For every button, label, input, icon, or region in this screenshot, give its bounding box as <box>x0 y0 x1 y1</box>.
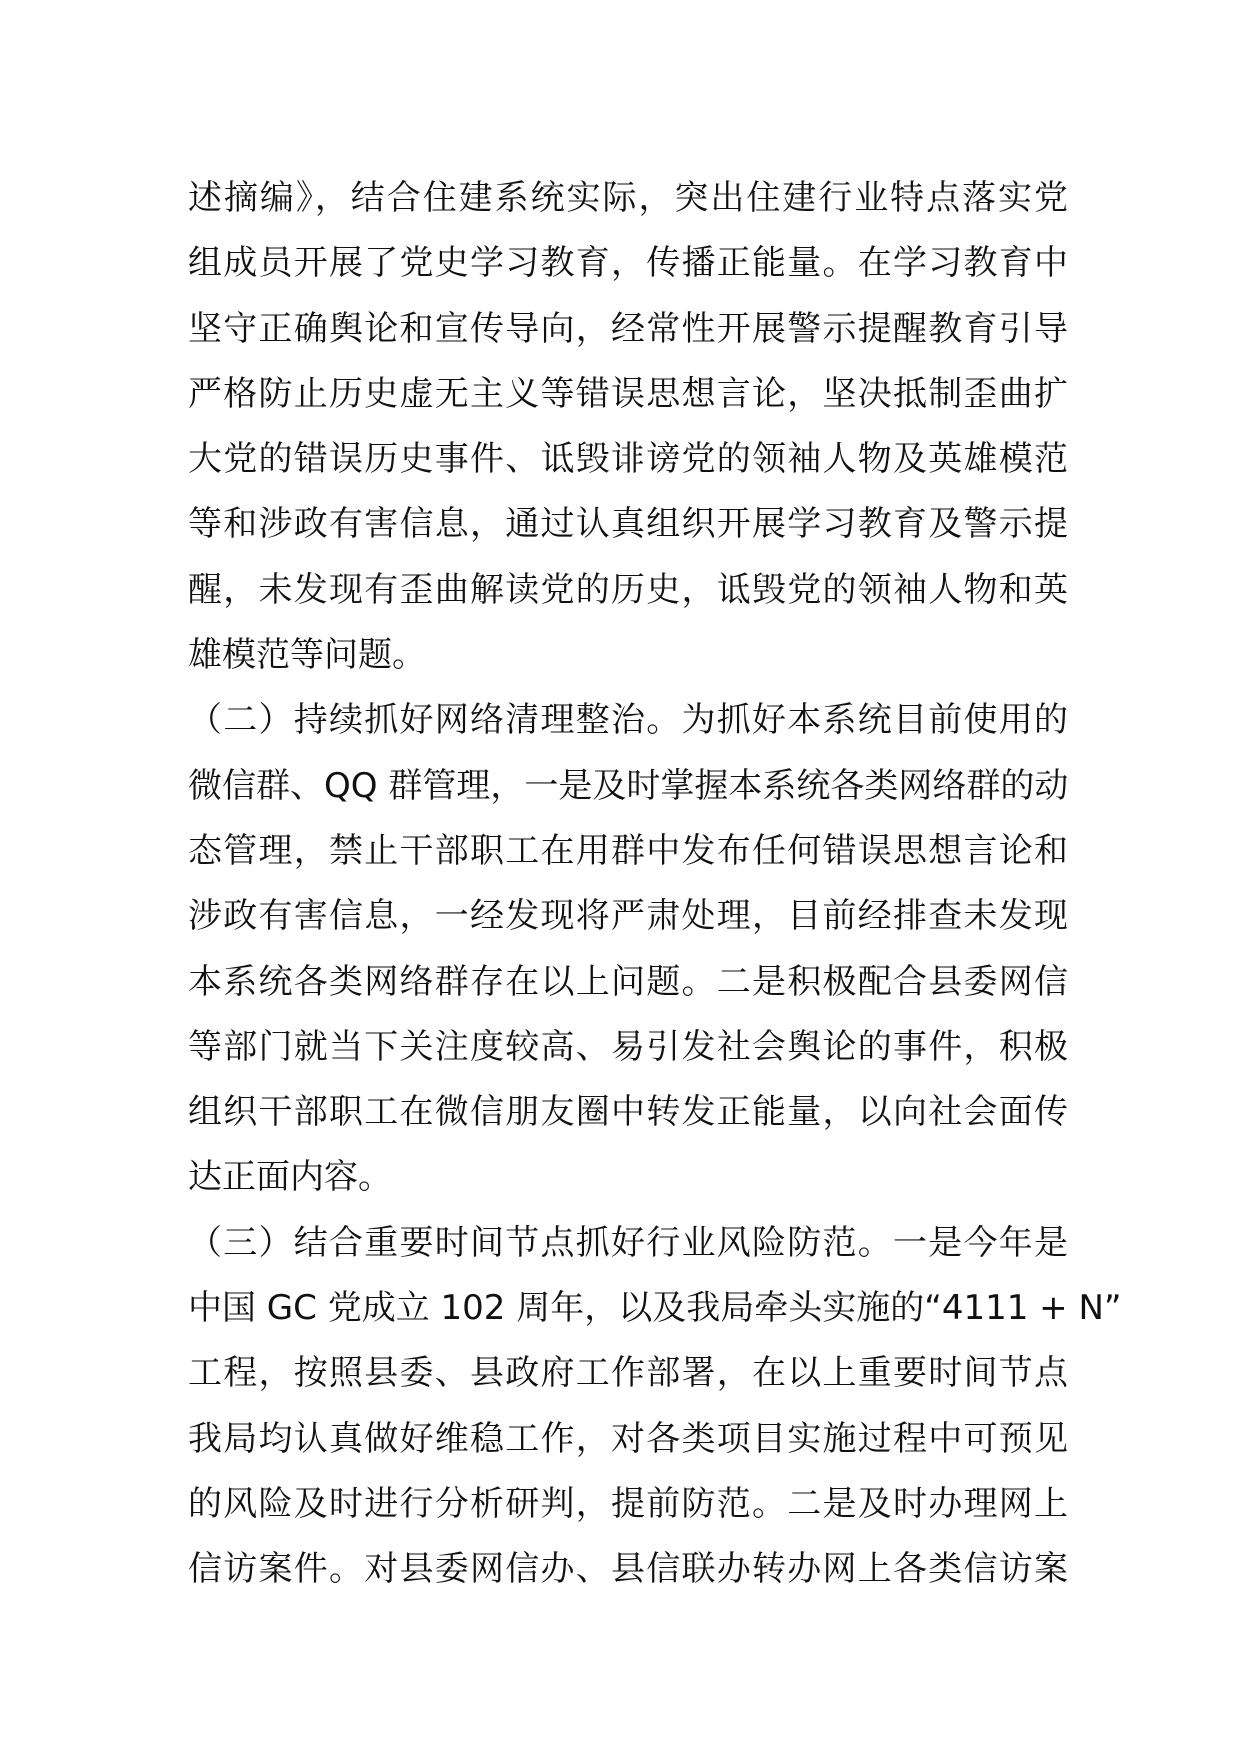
text-line: 组织干部职工在微信朋友圈中转发正能量，以向社会面传 <box>188 1092 1068 1133</box>
text-line: 等部门就当下关注度较高、易引发社会舆论的事件，积极 <box>188 1026 1068 1067</box>
text-line: 态管理，禁止干部职工在用群中发布任何错误思想言论和 <box>188 830 1068 871</box>
body-text <box>188 166 1122 1603</box>
text-line: （二）持续抓好网络清理整治。为抓好本系统目前使用的 <box>188 700 1068 741</box>
text-line: 醒，未发现有歪曲解读党的历史，诋毁党的领袖人物和英 <box>188 569 1068 610</box>
text-line: 本系统各类网络群存在以上问题。二是积极配合县委网信 <box>188 961 1068 1002</box>
text-line: 大党的错误历史事件、诋毁诽谤党的领袖人物及英雄模范 <box>188 439 1068 480</box>
text-line: 我局均认真做好维稳工作，对各类项目实施过程中可预见 <box>188 1418 1068 1459</box>
text-line: 述摘编》，结合住建系统实际，突出住建行业特点落实党 <box>188 178 1068 218</box>
text-line: 微信群、QQ 群管理，一是及时掌握本系统各类网络群的动 <box>188 765 1069 806</box>
text-line: 严格防止历史虚无主义等错误思想言论，坚决抵制歪曲扩 <box>188 373 1068 414</box>
text-line: 坚守正确舆论和宣传导向，经常性开展警示提醒教育引导 <box>188 308 1068 349</box>
text-line: 等和涉政有害信息，通过认真组织开展学习教育及警示提 <box>188 504 1068 545</box>
text-line: 达正面内容。 <box>188 1157 392 1198</box>
text-line: 信访案件。对县委网信办、县信联办转办网上各类信访案 <box>188 1549 1068 1590</box>
text-line: 雄模范等问题。 <box>188 635 426 676</box>
text-line: 组成员开展了党史学习教育，传播正能量。在学习教育中 <box>188 243 1068 284</box>
text-line: 工程，按照县委、县政府工作部署，在以上重要时间节点 <box>188 1353 1068 1394</box>
text-line: （三）结合重要时间节点抓好行业风险防范。一是今年是 <box>188 1222 1068 1263</box>
text-line: 中国 GC 党成立 102 周年，以及我局牵头实施的“4111 + N” <box>188 1288 1122 1329</box>
text-line: 涉政有害信息，一经发现将严肃处理，目前经排查未发现 <box>188 896 1068 937</box>
text-line: 的风险及时进行分析研判，提前防范。二是及时办理网上 <box>188 1483 1068 1524</box>
